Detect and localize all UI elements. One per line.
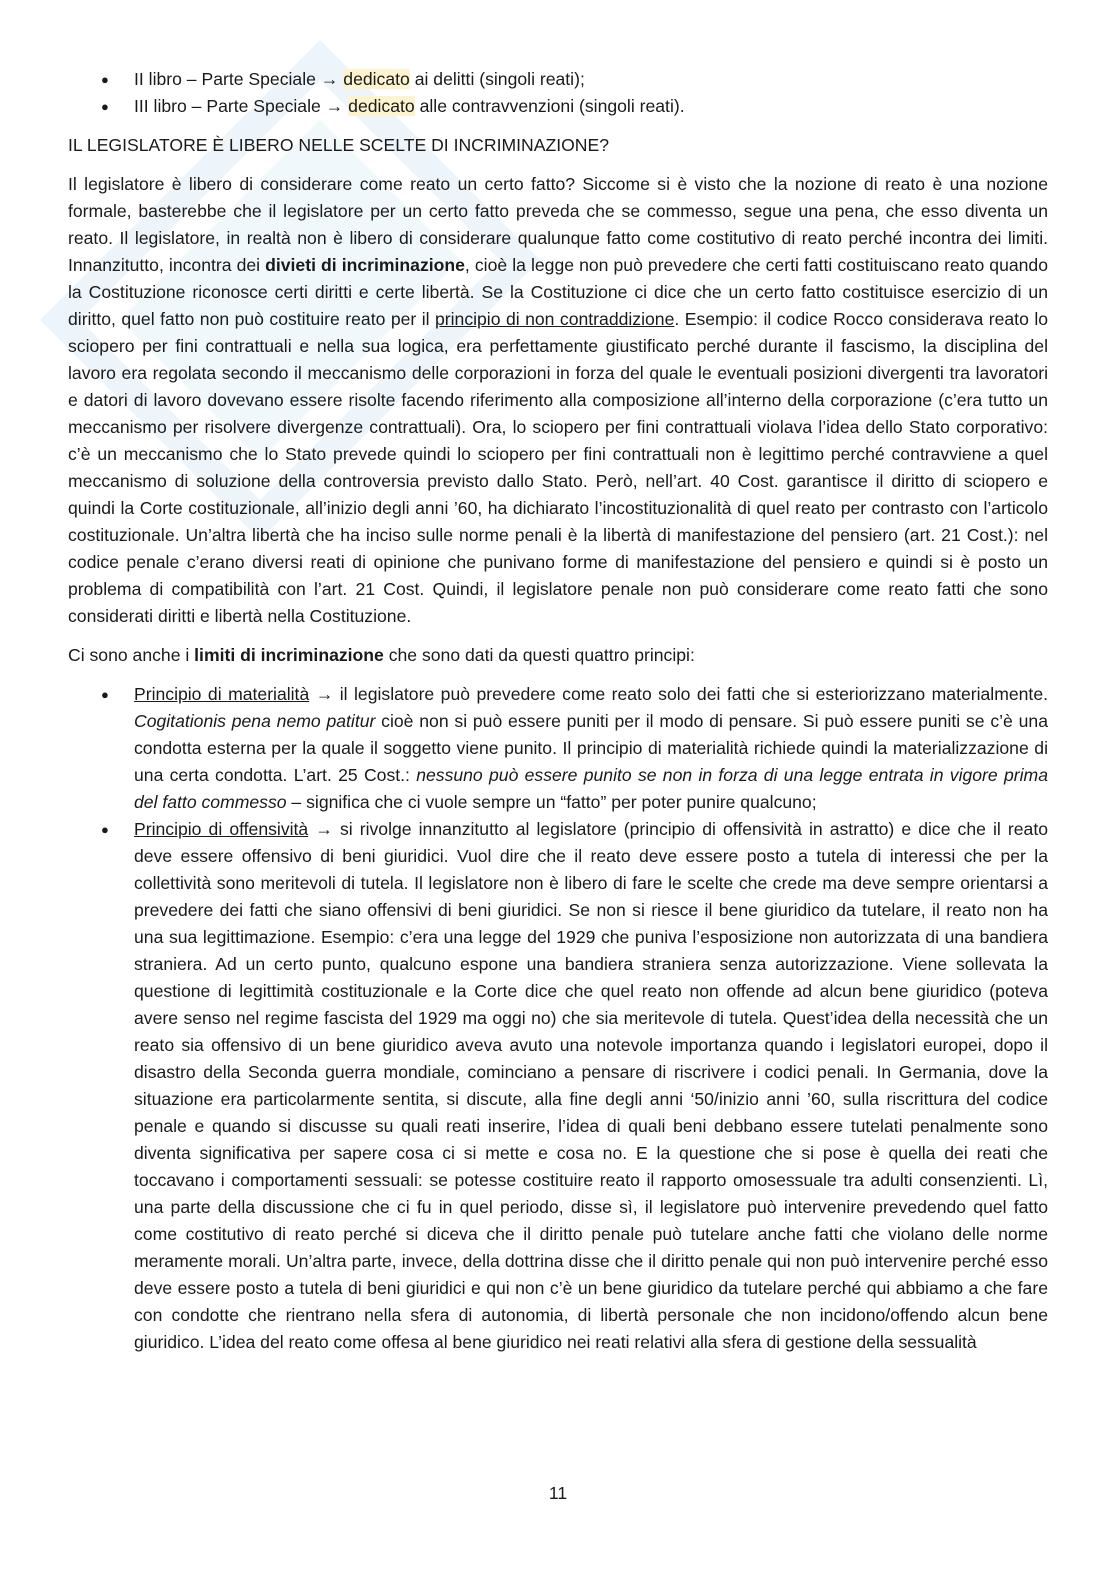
bold-term: limiti di incriminazione: [194, 645, 384, 665]
bullet-icon: ●: [101, 99, 109, 114]
section-heading: IL LEGISLATORE È LIBERO NELLE SCELTE DI INCRIMINAZIONE?: [68, 135, 609, 155]
principles-list: [68, 681, 1048, 1356]
bullet-icon: ●: [101, 822, 109, 837]
list-item: ● III libro – Parte Speciale → dedicato alle contravvenzioni (singoli reati).: [68, 93, 1048, 120]
page-number: 11: [548, 1483, 568, 1503]
bold-term: divieti di incriminazione: [265, 255, 465, 275]
list-item: ● Principio di offensività → si rivolge innanzitutto al legislatore (principio di offensività in astratto) e dice che il reato deve essere offensivo di beni giuridici. Vuol dire che il reato deve essere posto a tutela di interessi che per la collettività sono meritevoli di tutela. Il legislatore non è libero di fare le scelte che crede ma deve sempre orientarsi a prevedere dei fatti che siano offensivi di beni giuridici. Se non si riesce il bene giuridico da tutelare, il reato non ha una sua legittimazione. Esempio: c’era una legge del 1929 che puniva l’esposizione non autorizzata di una bandiera straniera. Ad un certo punto, qualcuno espone una bandiera straniera senza autorizzazione. Viene sollevata la questione di legittimità costituzionale e la Corte dice che quel reato non offende ad alcun bene giuridico (poteva avere senso nel regime fascista del 1929 ma oggi no) che sia meritevole di tutela. Quest’idea della necessità che un reato sia offensivo di un bene giuridico aveva avuto una notevole importanza quando i legislatori europei, dopo il disastro della Seconda guerra mondiale, cominciano a pensare di riscrivere i codici penali. In Germania, dove la situazione era particolarmente sentita, si discute, alla fine degli anni ‘50/inizio anni ’60, sulla riscrittura del codice penale e quando si discusse su quali reati inserire, l’idea di quali beni debbano essere tutelati penalmente sono diventa significativa per sapere cosa ci si mette e cosa no. E la questione che si pose è quella dei reati che toccavano i comportamenti sessuali: se potesse costituire reato il rapporto omosessuale tra adulti consenzienti. Lì, una parte della discussione che ci fu in quel periodo, disse sì, il legislatore può intervenire prevedendo quel fatto come costitutivo di reato perché si diceva che il diritto penale può tutelare anche fatti che violano delle norme meramente morali. Un’altra parte, invece, della dottrina disse che il diritto penale qui non può intervenire perché esso deve essere posto a tutela di beni giuridici e qui non c’è un bene giuridico da tutelare perché qui abbiamo a che fare con condotte che rientrano nella sfera di autonomia, di libertà personale che non incidono/offendo alcun bene giuridico. L’idea del reato come offesa al bene giuridico nei reati relativi alla sfera di gestione della sessualità: [68, 816, 1048, 1356]
underlined-term: principio di non contraddizione: [434, 309, 675, 329]
paragraph-limiti: Ci sono anche i limiti di incriminazione che sono dati da questi quattro principi:: [68, 645, 695, 665]
document-page: [68, 66, 1048, 1356]
book-list: [68, 66, 1048, 120]
paragraph-divieti: Il legislatore è libero di considerare come reato un certo fatto? Siccome si è visto che la nozione di reato è una nozione formale, basterebbe che il legislatore per un certo fatto preveda che se commesso, segue una pena, che esso diventa un reato. Il legislatore, in realtà non è libero di considerare qualunque fatto come costitutivo di reato perché incontra dei limiti. Innanzitutto, incontra dei divieti di incriminazione, cioè la legge non può prevedere che certi fatti costituiscano reato quando la Costituzione riconosce certi diritti e certe libertà. Se la Costituzione ci dice che un certo fatto costituisce esercizio di un diritto, quel fatto non può costituire reato per il principio di non contraddizione. Esempio: il codice Rocco considerava reato lo sciopero per fini contrattuali e nella sua logica, era perfettamente giustificato perché durante il fascismo, la disciplina del lavoro era regolata secondo il meccanismo delle corporazioni in forza del quale le eventuali posizioni divergenti tra lavoratori e datori di lavoro dovevano essere risolte facendo riferimento alla composizione all’interno della corporazione (c’era tutto un meccanismo per risolvere divergenze contrattuali). Ora, lo sciopero per fini contrattuali violava l’idea dello Stato corporativo: c’è un meccanismo che lo Stato prevede quindi lo sciopero per fini contrattuali non è legittimo perché contravviene a quel meccanismo di soluzione della controversia previsto dallo Stato. Però, nell’art. 40 Cost. garantisce il diritto di sciopero e quindi la Corte costituzionale, all’inizio degli anni ’60, ha dichiarato l’incostituzionalità di quel reato per contrasto con l’articolo costituzionale. Un’altra libertà che ha inciso sulle norme penali è la libertà di manifestazione del pensiero (art. 21 Cost.): nel codice penale c’erano diversi reati di opinione che punivano forme di manifestazione del pensiero e quindi si è posto un problema di compatibilità con l’art. 21 Cost. Quindi, il legislatore penale non può considerare come reato fatti che sono considerati diritti e libertà nella Costituzione.: [68, 174, 1049, 626]
bullet-icon: ●: [101, 687, 109, 702]
list-item: ● II libro – Parte Speciale → dedicato ai delitti (singoli reati);: [68, 66, 1048, 93]
bullet-icon: ●: [101, 72, 109, 87]
list-item: ● Principio di materialità → il legislatore può prevedere come reato solo dei fatti che si esteriorizzano materialmente. Cogitationis pena nemo patitur cioè non si può essere puniti per il modo di pensare. Si può essere puniti se c’è una condotta esterna per la quale il soggetto viene punito. Il principio di materialità richiede quindi la materializzazione di una certa condotta. L’art. 25 Cost.: nessuno può essere punito se non in forza di una legge entrata in vigore prima del fatto commesso – significa che ci vuole sempre un “fatto” per poter punire qualcuno;: [68, 681, 1048, 816]
